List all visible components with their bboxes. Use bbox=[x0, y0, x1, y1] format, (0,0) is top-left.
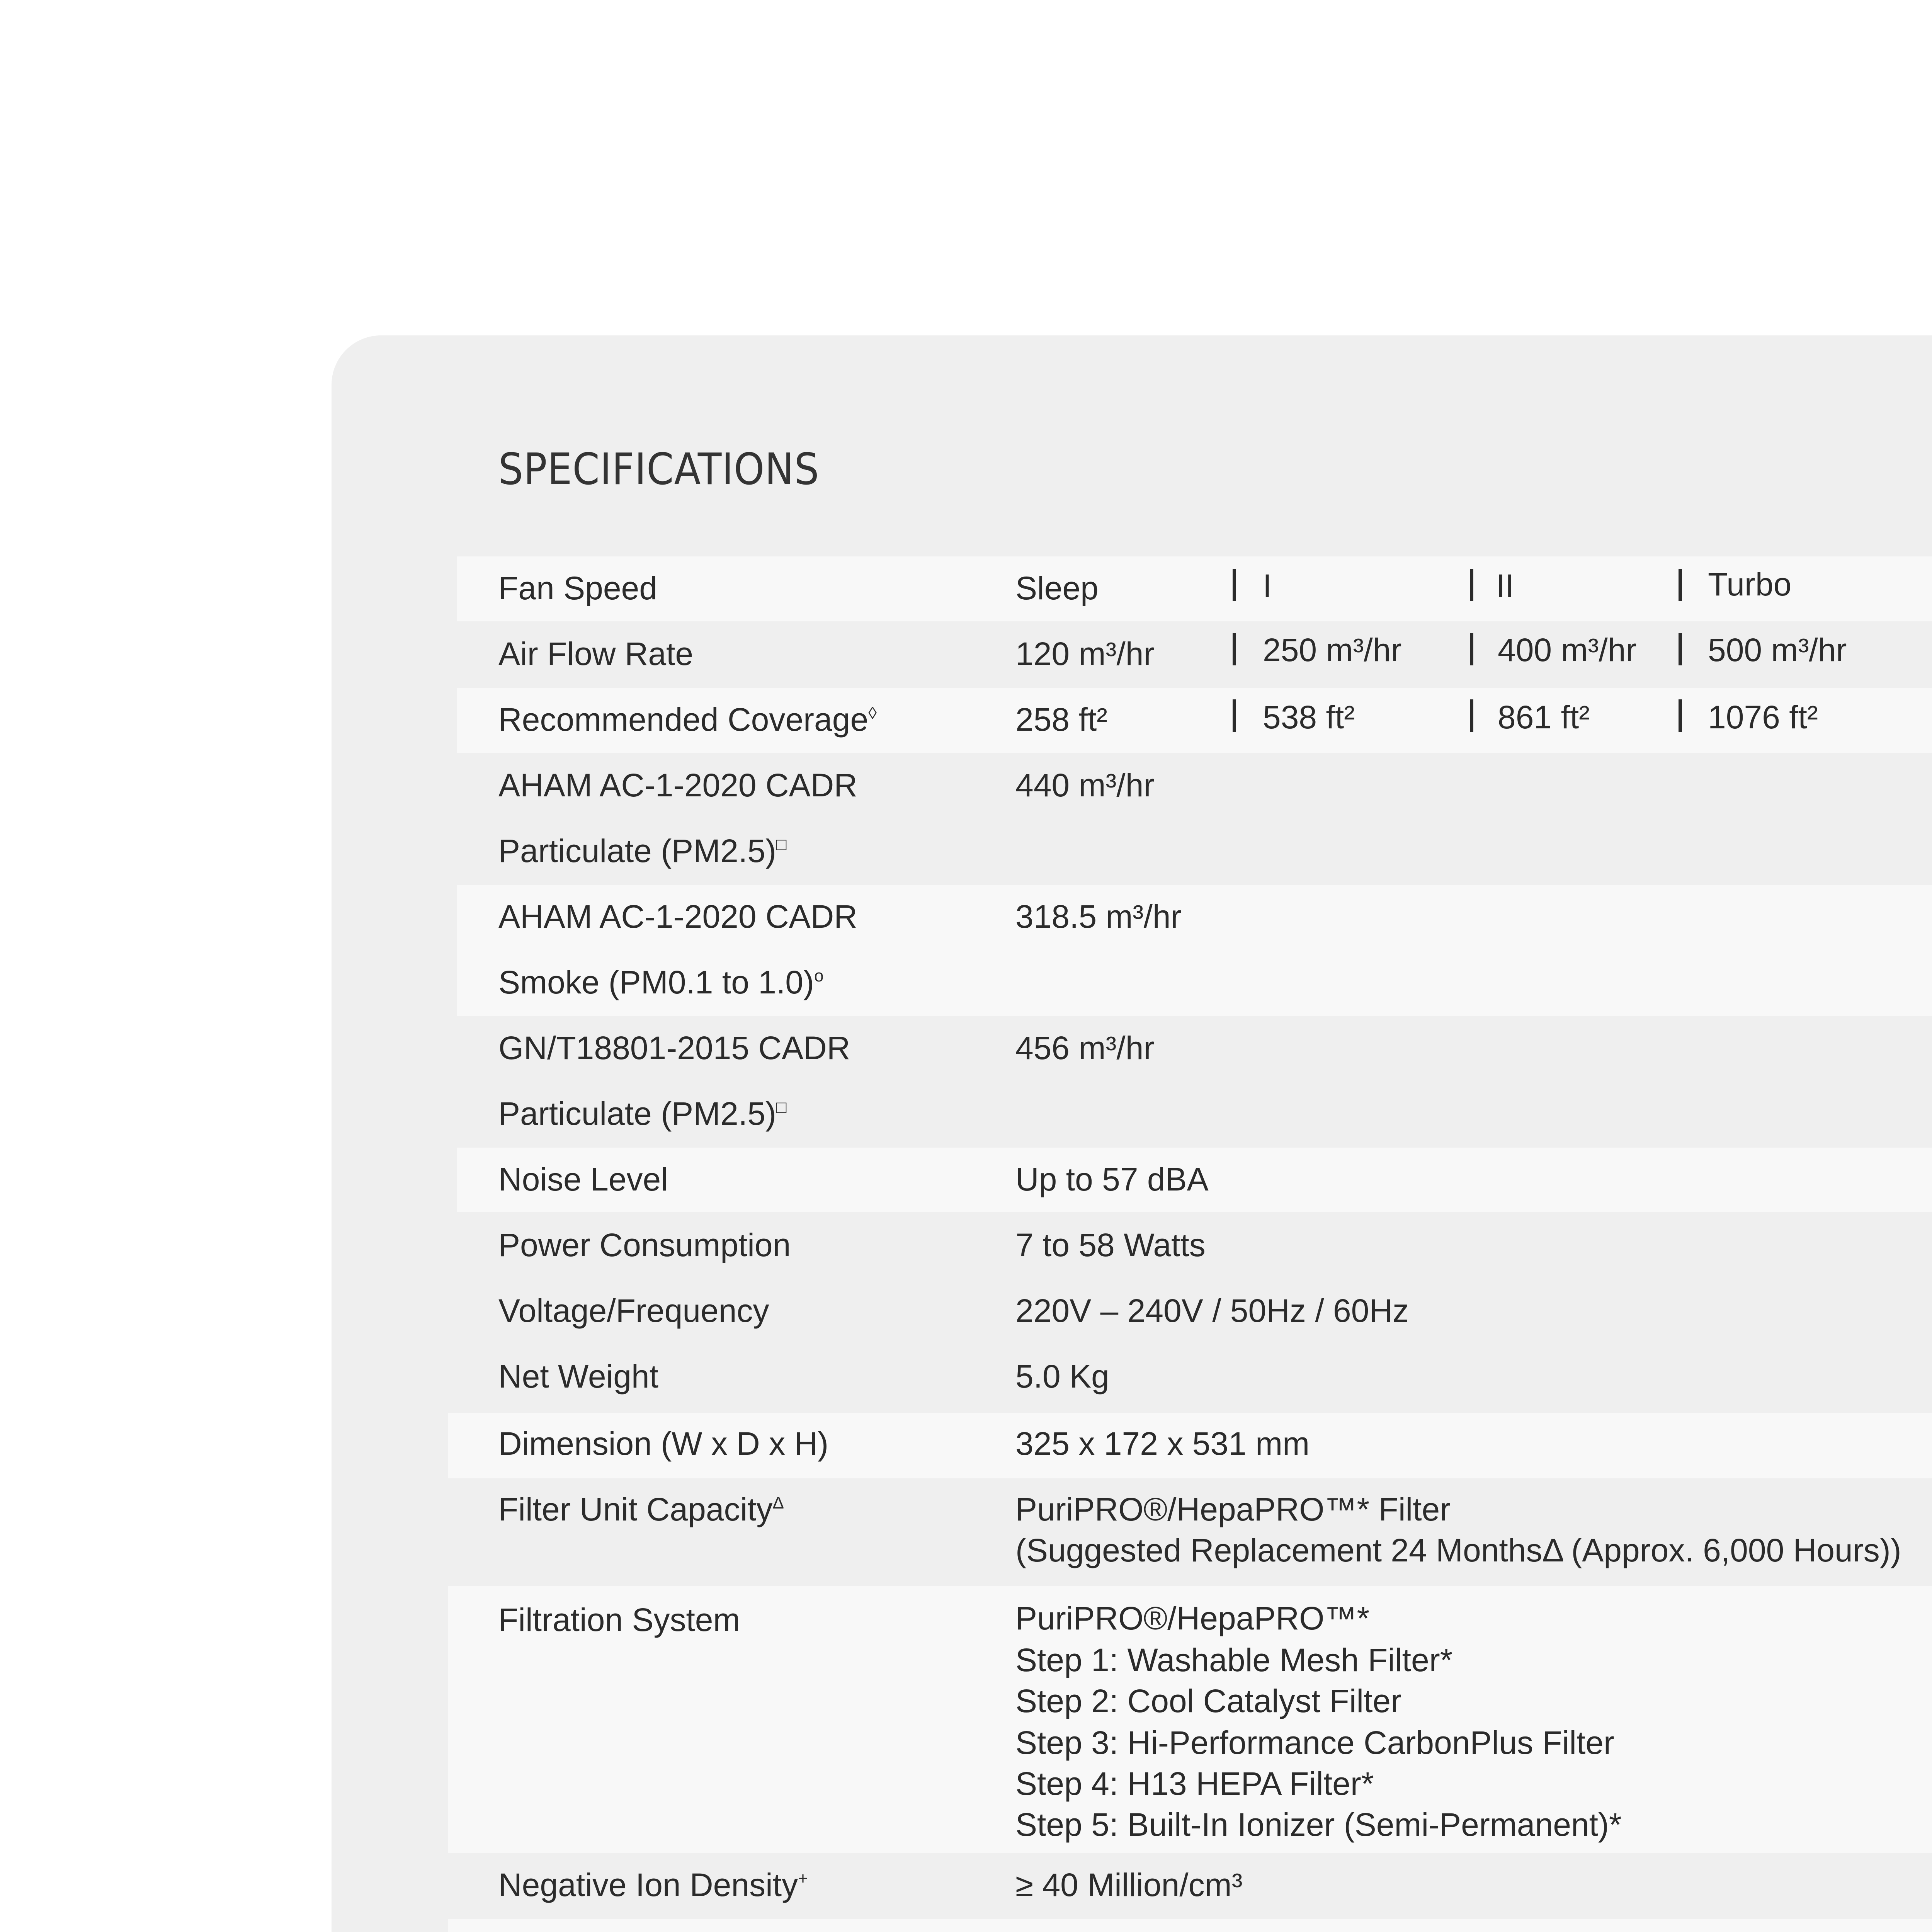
filter-capacity-label bbox=[498, 1493, 784, 1526]
air-flow-1: 250 m³/hr bbox=[1263, 632, 1402, 668]
aham-smoke-label-line1: AHAM AC-1-2020 CADR bbox=[498, 898, 857, 935]
coverage-1: 538 ft² bbox=[1263, 699, 1355, 735]
aham-pm-label-line2-text: Particulate (PM2.5) bbox=[498, 833, 776, 869]
coverage-sleep: 258 ft² bbox=[1015, 701, 1108, 738]
gn-value: 456 m³/hr bbox=[1015, 1030, 1155, 1066]
gn-footnote-mark: □ bbox=[776, 1098, 787, 1117]
filtration-line-3: Step 3: Hi-Performance CarbonPlus Filter bbox=[1015, 1725, 1614, 1761]
fan-speed-2: II bbox=[1496, 568, 1514, 604]
column-separator bbox=[1470, 699, 1473, 732]
column-separator bbox=[1233, 569, 1236, 601]
column-separator bbox=[1679, 699, 1682, 732]
air-flow-2: 400 m³/hr bbox=[1498, 632, 1637, 668]
voltage-value: 220V – 240V / 50Hz / 60Hz bbox=[1015, 1293, 1409, 1329]
weight-value: 5.0 Kg bbox=[1015, 1358, 1109, 1395]
column-separator bbox=[1470, 569, 1473, 601]
filtration-label: Filtration System bbox=[498, 1602, 740, 1638]
aham-smoke-label-line2-text: Smoke (PM0.1 to 1.0) bbox=[498, 964, 814, 1000]
coverage-label bbox=[498, 703, 877, 736]
coverage-footnote-mark: ◊ bbox=[868, 704, 877, 723]
aham-pm-value: 440 m³/hr bbox=[1015, 767, 1155, 803]
ion-footnote-mark: + bbox=[798, 1869, 808, 1888]
noise-label: Noise Level bbox=[498, 1161, 668, 1197]
gn-label-line1: GN/T18801-2015 CADR bbox=[498, 1030, 850, 1066]
filtration-line-5: Step 5: Built-In Ionizer (Semi-Permanent)* bbox=[1015, 1806, 1622, 1843]
coverage-2: 861 ft² bbox=[1498, 699, 1590, 735]
ion-value: ≥ 40 Million/cm³ bbox=[1015, 1867, 1243, 1903]
column-separator bbox=[1679, 569, 1682, 601]
column-separator bbox=[1233, 633, 1236, 665]
voltage-label: Voltage/Frequency bbox=[498, 1293, 769, 1329]
air-flow-turbo: 500 m³/hr bbox=[1708, 632, 1847, 668]
aham-smoke-label-line2 bbox=[498, 966, 823, 998]
column-separator bbox=[1470, 633, 1473, 665]
air-flow-label: Air Flow Rate bbox=[498, 636, 694, 672]
ion-label-text: Negative Ion Density bbox=[498, 1867, 798, 1903]
ion-label bbox=[498, 1869, 808, 1901]
fan-speed-label: Fan Speed bbox=[498, 570, 657, 606]
gn-label-line2-text: Particulate (PM2.5) bbox=[498, 1095, 776, 1132]
aham-pm-label-line1: AHAM AC-1-2020 CADR bbox=[498, 767, 857, 803]
aham-smoke-value: 318.5 m³/hr bbox=[1015, 898, 1182, 935]
column-separator bbox=[1679, 633, 1682, 665]
filtration-line-2: Step 2: Cool Catalyst Filter bbox=[1015, 1683, 1402, 1719]
power-label: Power Consumption bbox=[498, 1227, 791, 1263]
dimension-label: Dimension (W x D x H) bbox=[498, 1425, 829, 1462]
fan-speed-1: I bbox=[1263, 568, 1272, 604]
noise-value: Up to 57 dBA bbox=[1015, 1161, 1209, 1197]
page-title: SPECIFICATIONS bbox=[498, 444, 820, 495]
aham-pm-label-line2 bbox=[498, 835, 787, 867]
fan-speed-turbo: Turbo bbox=[1708, 566, 1792, 602]
row-band-empty bbox=[448, 1919, 1932, 1932]
dimension-value: 325 x 172 x 531 mm bbox=[1015, 1425, 1310, 1462]
aham-pm-footnote-mark: □ bbox=[776, 835, 787, 854]
filter-capacity-footnote-mark: Δ bbox=[772, 1493, 784, 1512]
filtration-line-0: PuriPRO®/HepaPRO™* bbox=[1015, 1600, 1370, 1636]
power-value: 7 to 58 Watts bbox=[1015, 1227, 1206, 1263]
filter-capacity-line1: PuriPRO®/HepaPRO™* Filter bbox=[1015, 1491, 1451, 1527]
filter-capacity-label-text: Filter Unit Capacity bbox=[498, 1491, 773, 1527]
fan-speed-sleep: Sleep bbox=[1015, 570, 1099, 606]
filtration-line-1: Step 1: Washable Mesh Filter* bbox=[1015, 1642, 1453, 1678]
coverage-label-text: Recommended Coverage bbox=[498, 701, 869, 738]
aham-smoke-footnote-mark: o bbox=[814, 966, 824, 985]
filter-capacity-line2: (Suggested Replacement 24 MonthsΔ (Approx. 6,000 Hours)) bbox=[1015, 1532, 1901, 1568]
column-separator bbox=[1233, 699, 1236, 732]
coverage-turbo: 1076 ft² bbox=[1708, 699, 1818, 735]
air-flow-sleep: 120 m³/hr bbox=[1015, 636, 1155, 672]
gn-label-line2 bbox=[498, 1097, 787, 1130]
filtration-line-4: Step 4: H13 HEPA Filter* bbox=[1015, 1765, 1374, 1802]
weight-label: Net Weight bbox=[498, 1358, 658, 1395]
